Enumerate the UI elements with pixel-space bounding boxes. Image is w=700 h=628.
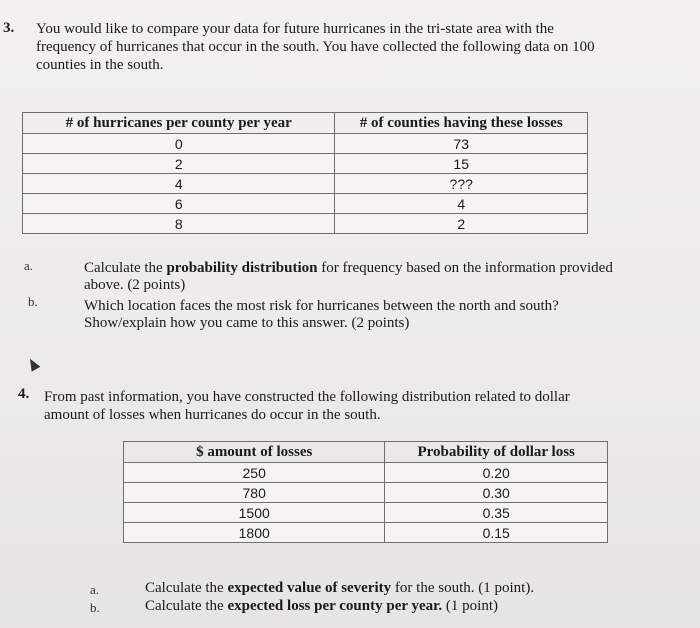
table-row — [124, 463, 608, 483]
part-4b-text — [145, 598, 498, 615]
part-4b-bold: expected loss per county per year. — [227, 598, 443, 614]
question-4-number: 4. — [18, 386, 30, 402]
part-3b-text — [84, 298, 559, 332]
table-cell: 1500 — [124, 503, 385, 523]
part-3a-line-1 — [84, 260, 613, 277]
part-4b-pre: Calculate the — [145, 598, 228, 614]
table-row — [124, 523, 608, 543]
table-cell: 0.35 — [385, 503, 608, 523]
table-cell: 780 — [124, 483, 385, 503]
question-3-line-2: frequency of hurricanes that occur in the south. You have collected the following data on 100 — [36, 39, 595, 55]
table-cell: 15 — [335, 154, 588, 174]
table-row — [23, 134, 588, 154]
part-3b-line-1: Which location faces the most risk for hurricanes between the north and south? — [84, 298, 559, 314]
table-cell: 0.30 — [385, 483, 608, 503]
table-row — [23, 154, 588, 174]
column-header: # of hurricanes per county per year — [23, 113, 335, 134]
part-3a-letter: a. — [24, 258, 34, 273]
question-3-line-1: You would like to compare your data for future hurricanes in the tri-state area with the — [36, 21, 554, 37]
table-cell: 73 — [335, 134, 588, 154]
mouse-cursor-icon — [26, 356, 41, 371]
question-3-text — [36, 20, 595, 74]
table-row — [124, 483, 608, 503]
table-cell: 4 — [23, 174, 335, 194]
hurricane-frequency-table — [22, 112, 588, 234]
table-row — [23, 174, 588, 194]
table-cell: 250 — [124, 463, 385, 483]
table-cell: 2 — [23, 154, 335, 174]
part-3a-line-2: above. (2 points) — [84, 277, 186, 293]
table-cell: 4 — [335, 194, 588, 214]
question-3-number: 3. — [3, 20, 15, 36]
part-4a-letter: a. — [90, 582, 100, 597]
part-3a-text — [84, 260, 613, 294]
part-3b-line-2: Show/explain how you came to this answer. (2 points) — [84, 315, 410, 331]
table-cell: 1800 — [124, 523, 385, 543]
part-3a-post: for frequency based on the information provided — [317, 260, 613, 276]
table-cell: ??? — [335, 174, 588, 194]
column-header: Probability of dollar loss — [385, 442, 608, 463]
column-header: $ amount of losses — [124, 442, 385, 463]
question-4-line-2: amount of losses when hurricanes do occur in the south. — [44, 407, 381, 423]
table-header-row — [124, 442, 608, 463]
table-row — [23, 214, 588, 234]
question-3-line-3: counties in the south. — [36, 57, 164, 73]
dollar-loss-table — [123, 441, 608, 543]
question-4-text — [44, 388, 570, 424]
part-4b-letter: b. — [90, 600, 100, 615]
table-row — [124, 503, 608, 523]
table-header-row — [23, 113, 588, 134]
table-row — [23, 194, 588, 214]
table-cell: 0.20 — [385, 463, 608, 483]
part-4a-pre: Calculate the — [145, 580, 228, 596]
part-4a-post: for the south. (1 point). — [391, 580, 535, 596]
part-4b-post: (1 point) — [442, 598, 498, 614]
table-cell: 6 — [23, 194, 335, 214]
part-3b-letter: b. — [28, 294, 38, 309]
column-header: # of counties having these losses — [335, 113, 588, 134]
part-4a-text — [145, 580, 534, 597]
part-4a-bold: expected value of severity — [227, 580, 392, 596]
table-cell: 0.15 — [385, 523, 608, 543]
table-cell: 0 — [23, 134, 335, 154]
part-3a-bold: probability distribution — [166, 260, 318, 276]
part-3a-pre: Calculate the — [84, 260, 167, 276]
table-cell: 2 — [335, 214, 588, 234]
table-cell: 8 — [23, 214, 335, 234]
question-4-line-1: From past information, you have constructed the following distribution related to dollar — [44, 389, 570, 405]
